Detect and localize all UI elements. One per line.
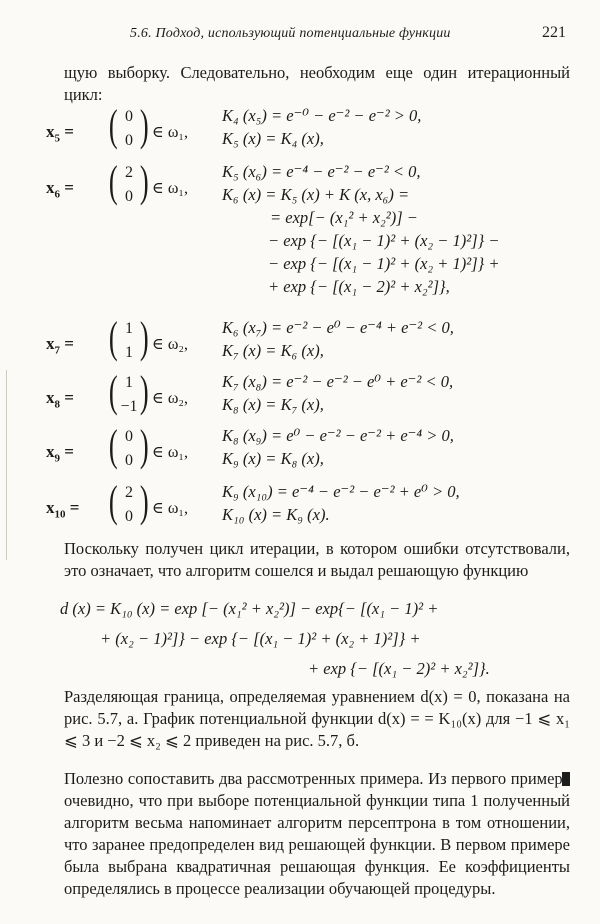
equation-line: K₁₀ (x) = K₉ (x). (222, 505, 330, 524)
sample-vector (46, 313, 216, 372)
right-paren: ) (140, 477, 150, 526)
class-membership: ∈ ω₁, (152, 444, 188, 461)
iteration-equations (222, 424, 582, 470)
iteration-equations (222, 370, 582, 416)
vector-component-2: −1 (120, 398, 138, 415)
sample-vector (46, 421, 216, 480)
column-vector (108, 367, 150, 422)
left-paren: ( (108, 313, 118, 362)
vector-index: 10 (54, 508, 66, 521)
column-vector (108, 157, 150, 212)
iteration-equations (222, 104, 582, 150)
iteration-equations (222, 480, 582, 526)
conclusion-paragraph: Поскольку получен цикл итерации, в котором ошибки отсутствовали, это означает, что алгоритм сошелся и выдал решающую функцию (64, 539, 570, 580)
vector-label: $x_{10}$ = (46, 498, 80, 521)
vector-index: 6 (54, 188, 60, 201)
equation-line: K₆ (x₇) = e⁻² − e⁰ − e⁻⁴ + e⁻² < 0, (222, 318, 454, 337)
sample-vector (46, 101, 216, 160)
vector-component-2: 0 (125, 508, 133, 525)
equation-line: K₈ (x₉) = e⁰ − e⁻² − e⁻² + e⁻⁴ > 0, (222, 426, 454, 445)
vector-component-2: 0 (125, 452, 133, 469)
right-paren: ) (140, 421, 150, 470)
vector-label: $x_8$ = (46, 388, 74, 411)
vector-component-1: 1 (125, 374, 133, 391)
class-membership: ∈ ω₂, (152, 336, 188, 353)
vector-label: $x_5$ = (46, 122, 74, 145)
running-head-title: 5.6. Подход, использующий потенциальные функции (130, 26, 451, 41)
sample-vector (46, 477, 216, 536)
right-paren: ) (140, 101, 150, 150)
column-vector (108, 101, 150, 156)
left-paren: ( (108, 157, 118, 206)
equation-line: K₇ (x₈) = e⁻² − e⁻² − e⁰ + e⁻² < 0, (222, 372, 454, 391)
boundary-paragraph: Разделяющая граница, определяемая уравнением d(x) = 0, показана на рис. 5.7, а. График потенциальной функции d(x) = = K₁₀(x) для −1 ⩽ x₁ ⩽ 3 и −2 ⩽ x₂ ⩽ 2 приведен на рис. 5.7, б. (64, 687, 570, 750)
vector-index: 9 (54, 452, 60, 465)
class-membership: ∈ ω₁, (152, 180, 188, 197)
right-paren: ) (140, 367, 150, 416)
column-vector (108, 313, 150, 368)
vector-component-1: 2 (125, 484, 133, 501)
vector-label: $x_6$ = (46, 178, 74, 201)
equation-line: K₇ (x) = K₆ (x), (222, 341, 324, 360)
equation-line: = exp[− (x₁² + x₂²)] − (270, 208, 418, 227)
equation-line: K₆ (x) = K₅ (x) + K (x, x₆) = (222, 185, 410, 204)
vector-index: 7 (54, 344, 60, 357)
vector-index: 8 (54, 398, 60, 411)
equation-line: − exp {− [(x₁ − 1)² + (x₂ + 1)²]} + (268, 254, 500, 273)
vector-index: 5 (54, 132, 60, 145)
vector-component-2: 1 (125, 344, 133, 361)
vector-component-1: 1 (125, 320, 133, 337)
left-paren: ( (108, 367, 118, 416)
iteration-equations (222, 316, 582, 362)
equation-line: K₄ (x₅) = e⁻⁰ − e⁻² − e⁻² > 0, (222, 106, 422, 125)
intro-paragraph: щую выборку. Следовательно, необходим еще один итерационный цикл: (64, 63, 570, 104)
left-paren: ( (108, 101, 118, 150)
vector-component-2: 0 (125, 132, 133, 149)
right-paren: ) (140, 313, 150, 362)
equation-line: K₅ (x) = K₄ (x), (222, 129, 324, 148)
decision-function-line: + (x₂ − 1)²]} − exp {− [(x₁ − 1)² + (x₂ + 1)²]} + (100, 629, 421, 648)
decision-function-line: d (x) = K₁₀ (x) = exp [− (x₁² + x₂²)] − exp{− [(x₁ − 1)² + (60, 599, 439, 618)
margin-rule (6, 370, 7, 560)
left-paren: ( (108, 421, 118, 470)
vector-component-1: 2 (125, 164, 133, 181)
equation-line: K₉ (x) = K₈ (x), (222, 449, 324, 468)
iteration-equations (222, 160, 582, 298)
comparison-paragraph: Полезно сопоставить два рассмотренных примера. Из первого примера очевидно, что при выборе потенциальной функции типа 1 полученный алгоритм весьма напоминает алгоритм персептрона в том отношении, что заранее предопределен вид решающей функции. В первом примере была выбрана квадратичная решающая функция. Ее коэффициенты определялись в процессе реализации обучающей процедуры. (64, 769, 570, 898)
equation-line: K₅ (x₆) = e⁻⁴ − e⁻² − e⁻² < 0, (222, 162, 421, 181)
sample-vector (46, 157, 216, 216)
left-paren: ( (108, 477, 118, 526)
equation-line: K₉ (x₁₀) = e⁻⁴ − e⁻² − e⁻² + e⁰ > 0, (222, 482, 460, 501)
equation-line: − exp {− [(x₁ − 1)² + (x₂ − 1)²]} − (268, 231, 500, 250)
sample-vector (46, 367, 216, 426)
page-number: 221 (542, 24, 566, 41)
right-paren: ) (140, 157, 150, 206)
decision-function (60, 594, 580, 684)
class-membership: ∈ ω₂, (152, 390, 188, 407)
class-membership: ∈ ω₁, (152, 124, 188, 141)
equation-line: K₈ (x) = K₇ (x), (222, 395, 324, 414)
column-vector (108, 421, 150, 476)
class-membership: ∈ ω₁, (152, 500, 188, 517)
vector-component-1: 0 (125, 428, 133, 445)
vector-component-1: 0 (125, 108, 133, 125)
decision-function-line: + exp {− [(x₁ − 2)² + x₂²]}. (308, 659, 490, 678)
column-vector (108, 477, 150, 532)
vector-label: $x_7$ = (46, 334, 74, 357)
equation-line: + exp {− [(x₁ − 2)² + x₂²]}, (268, 277, 450, 296)
running-head (0, 26, 600, 48)
vector-label: $x_9$ = (46, 442, 74, 465)
vector-component-2: 0 (125, 188, 133, 205)
